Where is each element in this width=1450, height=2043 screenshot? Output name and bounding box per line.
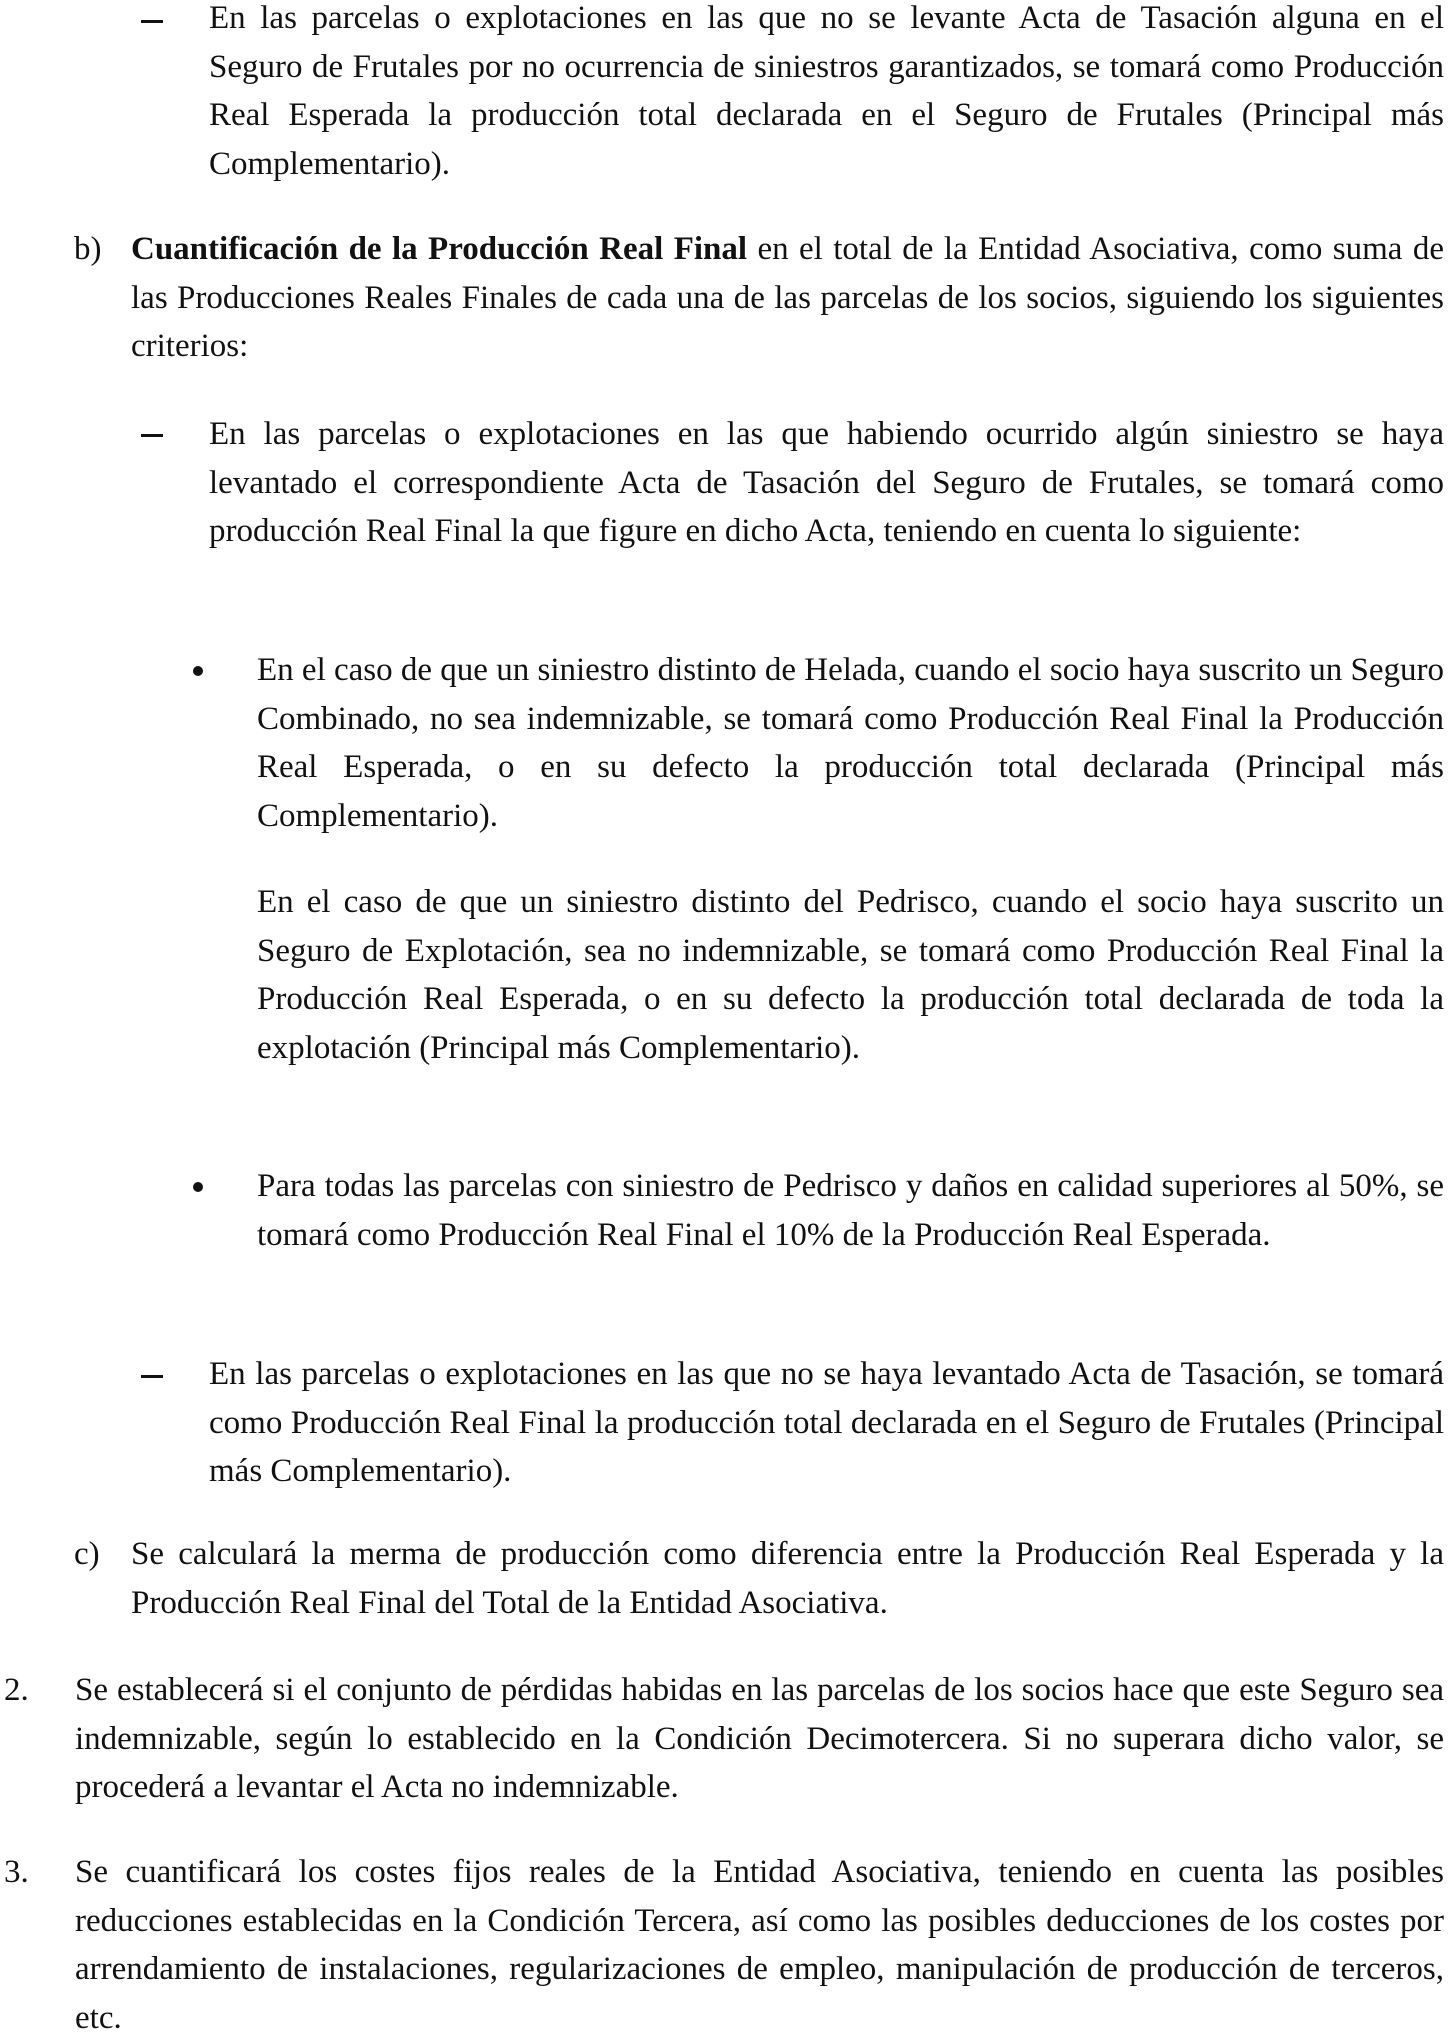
bullet-marker <box>193 1182 203 1192</box>
bullet-item-1-continued: En el caso de que un siniestro distinto del Pedrisco, cuando el socio haya suscrito un Seguro de Explotación, sea no indemnizable, se tomará como Producción Real Final la Producción Real Esperada, o en su defecto la producción total declarada de toda la explotación (Principal más Complementario). <box>257 884 1444 1066</box>
dash-item-2: En las parcelas o explotaciones en las que habiendo ocurrido algún siniestro se haya levantado el correspondiente Acta de Tasación del Seguro de Frutales, se tomará como producción Real Final la que figure en dicho Acta, teniendo en cuenta lo siguiente: <box>209 416 1444 549</box>
item-b-paragraph <box>131 225 1444 371</box>
item-b-text: en el total de la Entidad Asociativa, como suma de las Producciones Reales Finales de cada una de las parcelas de los socios, siguiendo los siguientes criterios: <box>131 231 1444 364</box>
bullet-marker <box>193 666 203 676</box>
dash-item-3: En las parcelas o explotaciones en las que no se haya levantado Acta de Tasación, se tomará como Producción Real Final la producción total declarada en el Seguro de Frutales (Principal más Complementario). <box>209 1356 1444 1489</box>
dash-marker <box>141 1375 163 1378</box>
bullet-item-2: Para todas las parcelas con siniestro de Pedrisco y daños en calidad superiores al 50%, se tomará como Producción Real Final el 10% de la Producción Real Esperada. <box>257 1168 1444 1253</box>
item-3-paragraph: Se cuantificará los costes fijos reales de la Entidad Asociativa, teniendo en cuenta las posibles reducciones establecidas en la Condición Tercera, así como las posibles deducciones de los costes por arrendamiento de instalaciones, regularizaciones de empleo, manipulación de producción de terceros, etc. <box>75 1854 1444 2036</box>
dash-marker <box>141 434 163 437</box>
item-2-paragraph: Se establecerá si el conjunto de pérdidas habidas en las parcelas de los socios hace que este Seguro sea indemnizable, según lo establecido en la Condición Decimotercera. Si no superara dicho valor, se procederá a levantar el Acta no indemnizable. <box>75 1672 1444 1805</box>
item-2-label: 2. <box>4 1672 29 1708</box>
item-c-label: c) <box>74 1536 100 1572</box>
item-b-bold-title: Cuantificación de la Producción Real Final <box>131 231 748 267</box>
dash-marker <box>141 20 163 23</box>
item-b-label: b) <box>74 231 102 267</box>
bullet-item-1: En el caso de que un siniestro distinto de Helada, cuando el socio haya suscrito un Seguro Combinado, no sea indemnizable, se tomará como Producción Real Final la Producción Real Esperada, o en su defecto la producción total declarada (Principal más Complementario). <box>257 652 1444 834</box>
item-3-label: 3. <box>4 1854 29 1890</box>
dash-item-1: En las parcelas o explotaciones en las que no se levante Acta de Tasación alguna en el Seguro de Frutales por no ocurrencia de siniestros garantizados, se tomará como Producción Real Esperada la producción total declarada en el Seguro de Frutales (Principal más Complementario). <box>209 0 1444 182</box>
item-c-paragraph: Se calculará la merma de producción como diferencia entre la Producción Real Esperada y la Producción Real Final del Total de la Entidad Asociativa. <box>131 1536 1444 1621</box>
